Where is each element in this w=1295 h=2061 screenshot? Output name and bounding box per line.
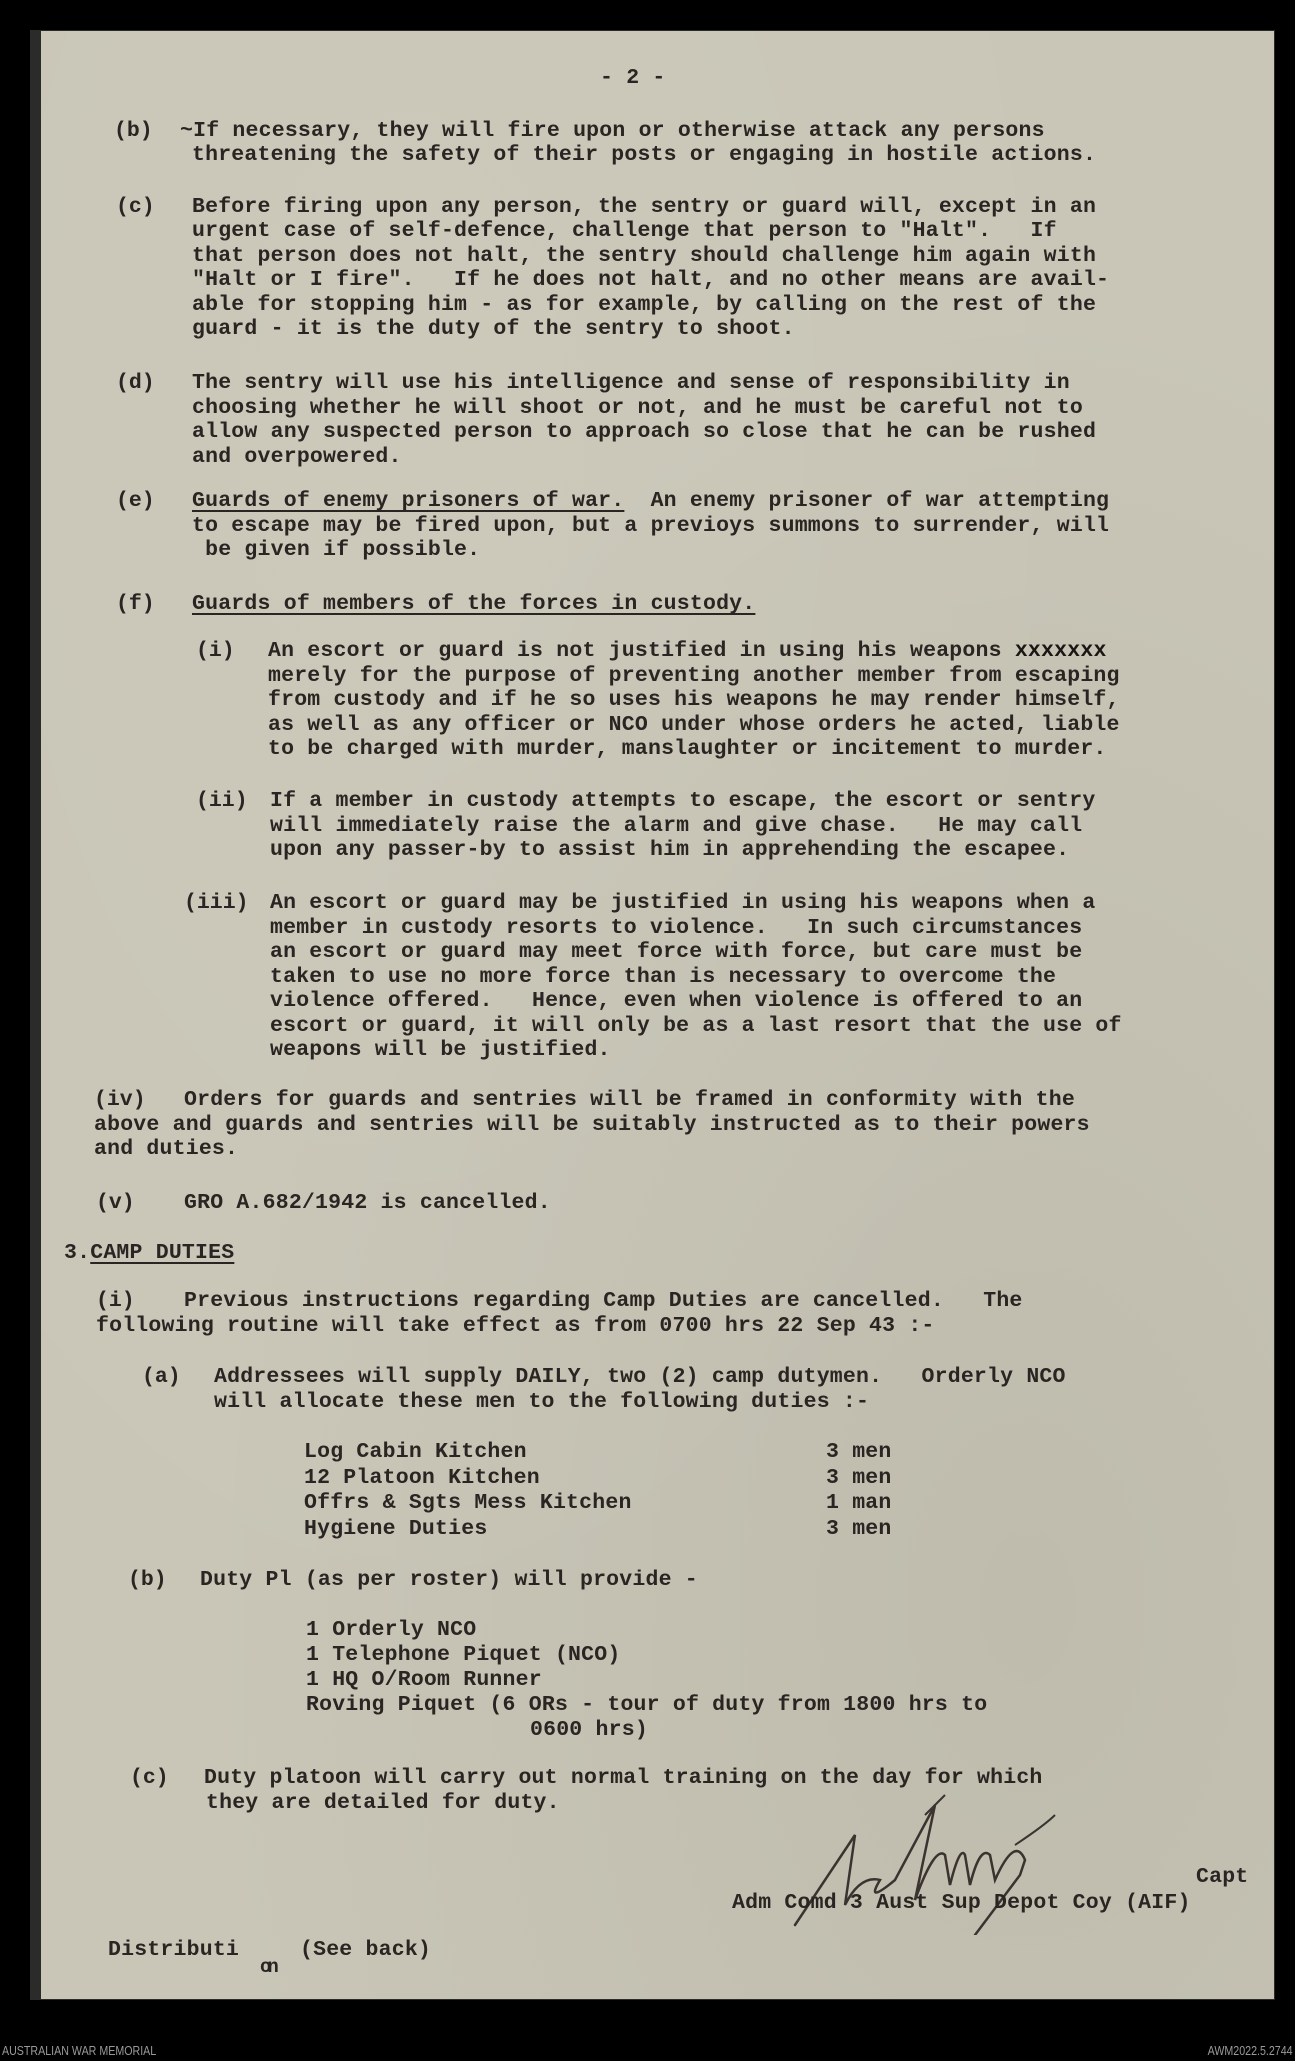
para-f-iii-line: violence offered. Hence, even when violence is offered to an bbox=[270, 989, 1083, 1013]
para-e-heading: Guards of enemy prisoners of war. bbox=[192, 489, 625, 513]
sec3-i-line: following routine will take effect as from 0700 hrs 22 Sep 43 :- bbox=[96, 1314, 935, 1338]
duty-name: Log Cabin Kitchen bbox=[304, 1440, 527, 1464]
provide-item: 1 Telephone Piquet (NCO) bbox=[306, 1643, 621, 1667]
para-b-label: (b) bbox=[114, 119, 153, 143]
para-f-iii-line: An escort or guard may be justified in using his weapons when a bbox=[270, 891, 1096, 915]
duty-men: 1 man bbox=[826, 1491, 892, 1515]
para-f-i-first-line bbox=[268, 639, 1107, 664]
duty-name: Offrs & Sgts Mess Kitchen bbox=[304, 1491, 632, 1515]
para-e-first-line bbox=[192, 489, 1109, 514]
sec3-b-text: Duty Pl (as per roster) will provide - bbox=[200, 1568, 698, 1592]
para-iv-label: (iv) bbox=[94, 1088, 146, 1112]
duty-name: 12 Platoon Kitchen bbox=[304, 1466, 540, 1490]
para-c-line: guard - it is the duty of the sentry to shoot. bbox=[192, 317, 795, 341]
sec3-c-label: (c) bbox=[130, 1766, 169, 1790]
archive-footer-left: AUSTRALIAN WAR MEMORIAL bbox=[2, 2043, 157, 2058]
para-e-line: to escape may be fired upon, but a previoys summons to surrender, will bbox=[192, 514, 1110, 538]
para-f-i-line: to be charged with murder, manslaughter or incitement to murder. bbox=[268, 737, 1107, 761]
para-d-line: choosing whether he will shoot or not, and he must be careful not to bbox=[192, 396, 1083, 420]
para-f-ii-line: If a member in custody attempts to escape, the escort or sentry bbox=[270, 789, 1096, 813]
para-d-label: (d) bbox=[116, 371, 155, 395]
para-c-line: urgent case of self-defence, challenge that person to "Halt". If bbox=[192, 219, 1057, 243]
para-f-ii-label: (ii) bbox=[196, 789, 248, 813]
provide-item: Roving Piquet (6 ORs - tour of duty from 1800 hrs to bbox=[306, 1693, 988, 1717]
duty-men: 3 men bbox=[826, 1466, 892, 1490]
sec3-a-label: (a) bbox=[142, 1365, 181, 1389]
distribution-label: Distributi bbox=[108, 1938, 240, 1962]
sec3-i-line: Previous instructions regarding Camp Duties are cancelled. The bbox=[184, 1289, 1023, 1313]
provide-item: 1 Orderly NCO bbox=[306, 1618, 477, 1642]
para-f-i-label: (i) bbox=[196, 639, 235, 663]
page-number: - 2 - bbox=[600, 66, 666, 90]
para-e-line: be given if possible. bbox=[192, 538, 481, 562]
para-f-heading: Guards of members of the forces in custody. bbox=[192, 592, 756, 616]
para-b-line: threatening the safety of their posts or engaging in hostile actions. bbox=[192, 143, 1097, 167]
distribution-note: (See back) bbox=[300, 1938, 432, 1962]
para-iv-line: above and guards and sentries will be suitably instructed as to their powers bbox=[94, 1113, 1090, 1137]
para-f-i-line: as well as any officer or NCO under whose orders he acted, liable bbox=[268, 713, 1120, 737]
sec3-c-line: Duty platoon will carry out normal training on the day for which bbox=[204, 1766, 1043, 1790]
para-f-label: (f) bbox=[116, 592, 155, 616]
section-3-title: CAMP DUTIES bbox=[90, 1241, 235, 1265]
para-e-text: An enemy prisoner of war attempting bbox=[624, 489, 1110, 513]
para-v-label: (v) bbox=[96, 1191, 135, 1215]
section-3-heading bbox=[64, 1241, 234, 1266]
para-f-i-line: from custody and if he so uses his weapons he may render himself, bbox=[268, 688, 1120, 712]
signatory-rank: Capt bbox=[1196, 1865, 1249, 1889]
para-f-iii-line: member in custody resorts to violence. In such circumstances bbox=[270, 916, 1083, 940]
sec3-a-line: will allocate these men to the following duties :- bbox=[214, 1390, 870, 1414]
distribution-label-drop: on bbox=[260, 1956, 275, 1978]
provide-item: 1 HQ O/Room Runner bbox=[306, 1668, 542, 1692]
section-3-number: 3. bbox=[64, 1241, 91, 1265]
sec3-i-label: (i) bbox=[96, 1289, 135, 1313]
para-e-label: (e) bbox=[116, 489, 155, 513]
archive-footer-right: AWM2022.5.2744 bbox=[1208, 2043, 1293, 2058]
para-c-line: Before firing upon any person, the sentry or guard will, except in an bbox=[192, 195, 1097, 219]
para-iv-line: Orders for guards and sentries will be framed in conformity with the bbox=[184, 1088, 1075, 1112]
duty-name: Hygiene Duties bbox=[304, 1517, 488, 1541]
signatory-appointment: Adm Comd 3 Aust Sup Depot Coy (AIF) bbox=[732, 1891, 1191, 1915]
para-c-line: "Halt or I fire". If he does not halt, and no other means are avail- bbox=[192, 268, 1110, 292]
sec3-a-line: Addressees will supply DAILY, two (2) camp dutymen. Orderly NCO bbox=[214, 1365, 1066, 1389]
para-d-line: The sentry will use his intelligence and sense of responsibility in bbox=[192, 371, 1070, 395]
duty-men: 3 men bbox=[826, 1440, 892, 1464]
para-d-line: allow any suspected person to approach so close that he can be rushed bbox=[192, 420, 1097, 444]
para-f-iii-label: (iii) bbox=[184, 891, 249, 915]
typed-over-word: xxxxxxx bbox=[1014, 639, 1107, 663]
sec3-b-label: (b) bbox=[128, 1568, 167, 1592]
para-d-line: and overpowered. bbox=[192, 445, 402, 469]
para-f-i-line: merely for the purpose of preventing another member from escaping bbox=[268, 664, 1120, 688]
para-c-line: that person does not halt, the sentry should challenge him again with bbox=[192, 244, 1097, 268]
para-c-label: (c) bbox=[116, 195, 155, 219]
sec3-c-line: they are detailed for duty. bbox=[206, 1791, 560, 1815]
para-f-i-text: An escort or guard is not justified in using his weapons bbox=[268, 639, 1015, 663]
para-f-ii-line: upon any passer-by to assist him in apprehending the escapee. bbox=[270, 838, 1070, 862]
para-v-text: GRO A.682/1942 is cancelled. bbox=[184, 1191, 551, 1215]
provide-item: 0600 hrs) bbox=[530, 1718, 648, 1742]
para-f-iii-line: an escort or guard may meet force with force, but care must be bbox=[270, 940, 1083, 964]
para-b-line: ~If necessary, they will fire upon or otherwise attack any persons bbox=[180, 119, 1045, 143]
para-c-line: able for stopping him - as for example, by calling on the rest of the bbox=[192, 293, 1097, 317]
para-f-ii-line: will immediately raise the alarm and give chase. He may call bbox=[270, 814, 1083, 838]
para-f-iii-line: taken to use no more force than is necessary to overcome the bbox=[270, 965, 1057, 989]
para-f-iii-line: weapons will be justified. bbox=[270, 1038, 611, 1062]
para-iv-line: and duties. bbox=[94, 1137, 239, 1161]
duty-men: 3 men bbox=[826, 1517, 892, 1541]
para-f-iii-line: escort or guard, it will only be as a last resort that the use of bbox=[270, 1014, 1122, 1038]
